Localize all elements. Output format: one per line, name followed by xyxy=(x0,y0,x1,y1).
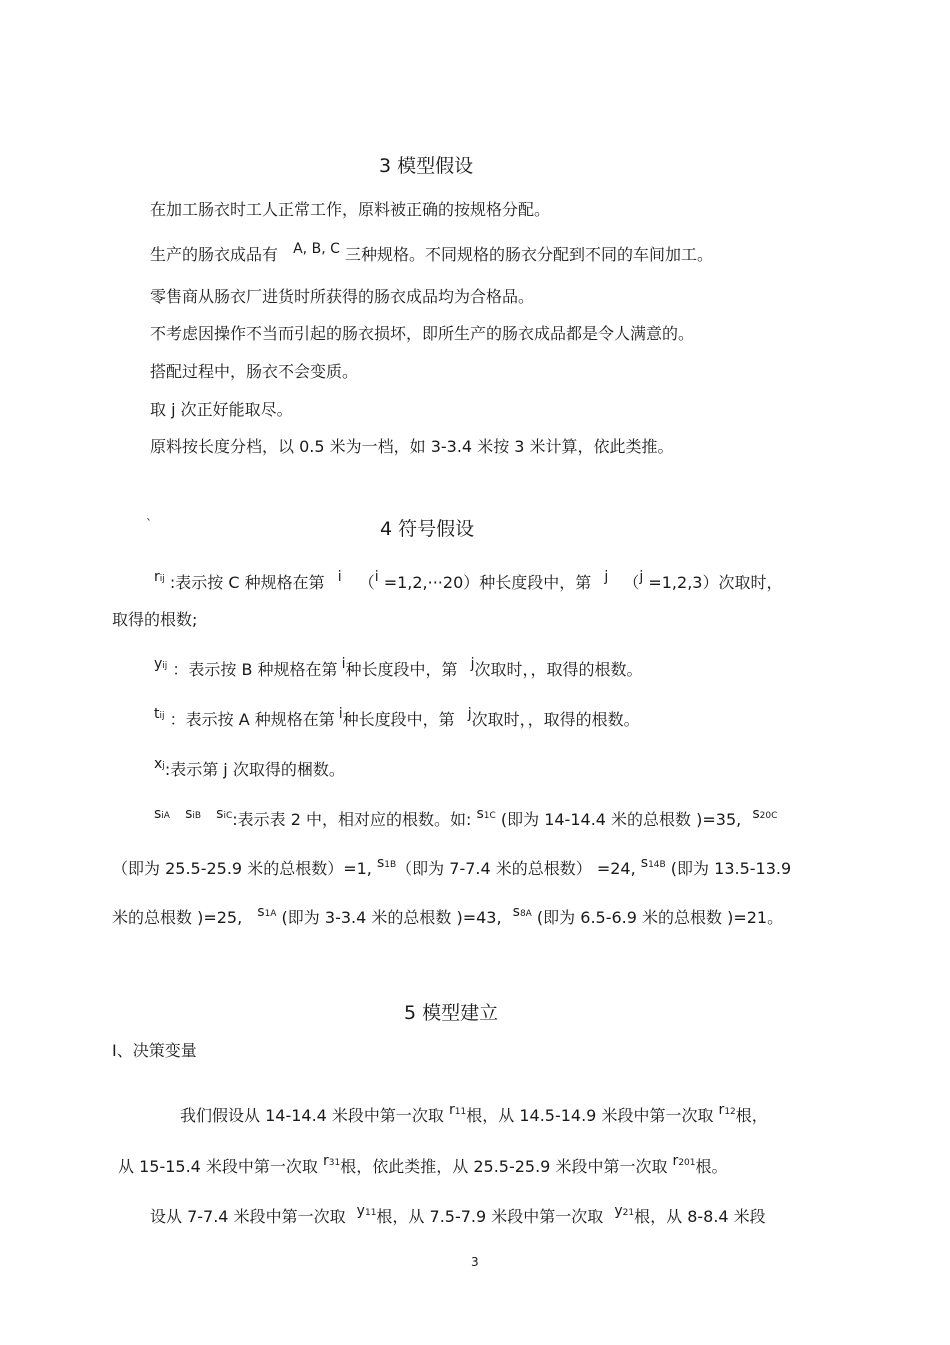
s14b-subscript: 14B xyxy=(648,860,666,870)
assumption-7: 原料按长度分档，以 0.5 米为一档，如 3-3.4 米按 3 米计算，依此类推。 xyxy=(150,437,674,456)
x-subscript: j xyxy=(162,761,165,771)
section4-heading: 4 符号假设 xyxy=(380,518,475,540)
y-def-j: j xyxy=(470,656,475,672)
section5-heading: 5 模型建立 xyxy=(404,1002,499,1024)
p2-text-b: 根，依此类推，从 25.5-25.9 米段中第一次取 xyxy=(340,1157,668,1176)
t-def-text-3: 次取时，，取得的根数。 xyxy=(471,710,640,729)
y21-symbol: y xyxy=(614,1203,623,1219)
s-subscript-b: iB xyxy=(192,811,202,821)
s-example-text-e: (即为 3-3.4 米的总根数 )=43, xyxy=(276,908,502,927)
p1-text-a: 我们假设从 14-14.4 米段中第一次取 xyxy=(180,1106,444,1125)
s-example-text-c: (即为 13.5-13.9 xyxy=(665,859,792,878)
variables-para-3 xyxy=(150,1203,766,1230)
p3-text-b: 根，从 7.5-7.9 米段中第一次取 xyxy=(376,1207,604,1226)
t-def-i: i xyxy=(338,706,343,722)
section3-heading: 3 模型假设 xyxy=(379,155,474,177)
r11-symbol: r xyxy=(449,1102,455,1118)
r201-symbol: r xyxy=(672,1153,679,1169)
p1-text-c: 根， xyxy=(735,1106,768,1125)
p2-text-a: 从 15-15.4 米段中第一次取 xyxy=(118,1157,318,1176)
p3-text-a: 设从 7-7.4 米段中第一次取 xyxy=(150,1207,346,1226)
x-symbol: x xyxy=(154,756,163,772)
s20c-subscript: 20C xyxy=(759,811,778,821)
r-def-text-1: :表示按 C 种规格在第 xyxy=(169,573,325,592)
t-symbol: t xyxy=(154,706,160,722)
assumption-4: 不考虑因操作不当而引起的肠衣损坏，即所生产的肠衣成品都是令人满意的。 xyxy=(150,324,695,343)
s-example-text-f: (即为 6.5-6.9 米的总根数 )=21。 xyxy=(531,908,784,927)
y-subscript: ij xyxy=(162,661,168,671)
r201-subscript: 201 xyxy=(678,1158,696,1168)
x-definition xyxy=(154,756,345,783)
r31-symbol: r xyxy=(323,1153,329,1169)
t-def-j: j xyxy=(467,706,472,722)
t-def-text-1: ：表示按 A 种规格在第 xyxy=(169,710,335,729)
s-symbol-b: s xyxy=(185,806,193,822)
r-def-text-2: （ xyxy=(358,573,375,592)
s-example-text-d: 米的总根数 )=25, xyxy=(112,908,243,927)
s14b-symbol: s xyxy=(640,855,649,871)
assumption-2 xyxy=(150,241,713,266)
stray-mark: ` xyxy=(146,517,152,531)
p1-text-b: 根，从 14.5-14.9 米段中第一次取 xyxy=(466,1106,714,1125)
s1c-symbol: s xyxy=(476,806,484,822)
variables-para-1 xyxy=(180,1102,768,1129)
s-definition xyxy=(154,806,778,833)
s-examples-line-3 xyxy=(112,904,784,931)
t-definition xyxy=(154,706,640,733)
r-def-j2: j xyxy=(639,569,644,585)
r-def-i2: i xyxy=(374,569,379,585)
assumption-2-text-a: 生产的肠衣成品有 xyxy=(150,245,279,264)
r-subscript: ij xyxy=(159,574,165,584)
r31-subscript: 31 xyxy=(328,1158,341,1168)
s-subscript-a: iA xyxy=(161,811,170,821)
assumption-1: 在加工肠衣时工人正常工作，原料被正确的按规格分配。 xyxy=(150,200,551,219)
y-def-text-1: ：表示按 B 种规格在第 xyxy=(172,660,338,679)
assumption-2-text-b: 三种规格。不同规格的肠衣分配到不同的车间加工。 xyxy=(344,245,713,264)
r-def-j: j xyxy=(604,569,609,585)
decision-variables-heading: Ⅰ、决策变量 xyxy=(112,1041,197,1060)
assumption-5: 搭配过程中，肠衣不会变质。 xyxy=(150,362,359,381)
s1c-subscript: 1C xyxy=(483,811,496,821)
y21-subscript: 21 xyxy=(622,1208,635,1218)
s-example-text-b: （即为 7-7.4 米的总根数） =24, xyxy=(396,859,636,878)
r-definition xyxy=(154,569,783,596)
s1a-symbol: s xyxy=(257,904,265,920)
y-def-i: i xyxy=(341,656,346,672)
s-def-text-2: (即为 14-14.4 米的总根数 )=35, xyxy=(495,810,742,829)
assumption-3: 零售商从肠衣厂进货时所获得的肠衣成品均为合格品。 xyxy=(150,287,535,306)
page-number: 3 xyxy=(471,1255,479,1269)
y11-symbol: y xyxy=(356,1203,365,1219)
abc-specs: A, B, C xyxy=(293,241,340,257)
s1a-subscript: 1A xyxy=(264,909,277,919)
r-symbol: r xyxy=(154,569,160,585)
r-def-i: i xyxy=(337,569,342,585)
s20c-symbol: s xyxy=(752,806,760,822)
r-def-text-4: （ xyxy=(623,573,640,592)
r12-subscript: 12 xyxy=(724,1107,736,1117)
s-subscript-c: iC xyxy=(223,811,233,821)
s1b-subscript: 1B xyxy=(384,860,397,870)
s-def-text-1: :表示表 2 中，相对应的根数。如: xyxy=(232,810,472,829)
r-definition-cont: 取得的根数; xyxy=(112,610,198,629)
s-examples-line-2 xyxy=(112,855,792,882)
assumption-6: 取 j 次正好能取尽。 xyxy=(150,400,293,419)
s8a-symbol: s xyxy=(512,904,520,920)
p2-text-c: 根。 xyxy=(695,1157,728,1176)
p3-text-c: 根，从 8-8.4 米段 xyxy=(634,1207,766,1226)
y-definition xyxy=(154,656,643,683)
y-def-text-3: 次取时，，取得的根数。 xyxy=(474,660,643,679)
t-subscript: ij xyxy=(159,711,165,721)
y11-subscript: 11 xyxy=(364,1208,377,1218)
s-symbol-a: s xyxy=(154,806,162,822)
y-symbol: y xyxy=(154,656,163,672)
s1b-symbol: s xyxy=(376,855,385,871)
y-def-text-2: 种长度段中，第 xyxy=(345,660,458,679)
r12-symbol: r xyxy=(718,1102,725,1118)
t-def-text-2: 种长度段中，第 xyxy=(342,710,455,729)
r-def-text-5: =1,2,3）次取时， xyxy=(643,573,783,592)
s-example-text-a: （即为 25.5-25.9 米的总根数）=1, xyxy=(112,859,372,878)
r-def-text-3: =1,2,···20）种长度段中，第 xyxy=(378,573,592,592)
variables-para-2 xyxy=(118,1153,728,1180)
s-symbol-c: s xyxy=(216,806,224,822)
s8a-subscript: 8A xyxy=(519,909,532,919)
r11-subscript: 11 xyxy=(454,1107,467,1117)
x-def-text: :表示第 j 次取得的梱数。 xyxy=(164,760,345,779)
